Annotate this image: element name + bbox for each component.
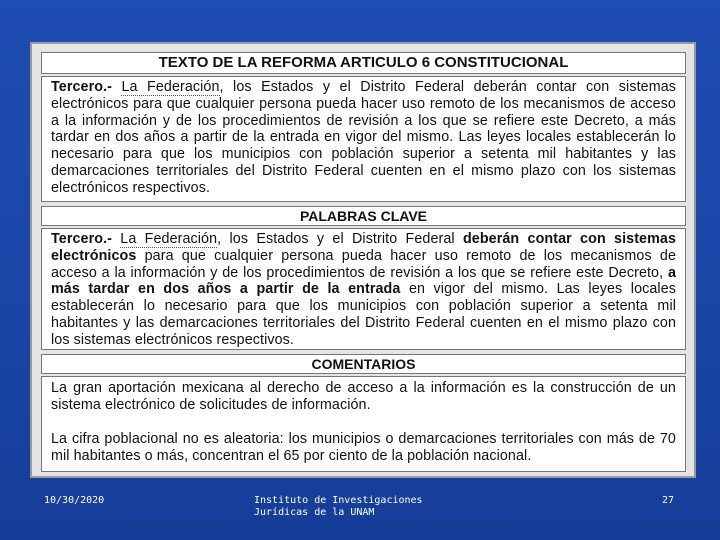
reforma-body: , los Estados y el Distrito Federal deberán contar con sistemas electrónicos para que cualquier persona pueda hacer uso remoto de los mecanismos de acceso a la información y de los procedimientos de revisión a los que se refiere este Decreto, a más tardar en dos años a partir de la entrada en vigor del mismo. Las leyes locales establecerán lo necesario para que los municipios con población superior a setenta mil habitantes y las demarcaciones territoriales del Distrito Federal cuenten en el mismo plazo con los sistemas electrónicos respectivos. bbox=[51, 79, 677, 196]
comment-paragraph: La cifra poblacional no es aleatoria: los municipios o demarcaciones territoriales con más de 70 mil habitantes o más, concentran el 65 por ciento de la población nacional. bbox=[51, 431, 676, 464]
keyword-text-part: en vigor del mismo. Las leyes locales establecerán lo necesario para que los municipios con población superior a setenta mil habitantes y las demarcaciones territoriales del Distrito Federal cuenten en el mismo plazo con los sistemas electrónicos respectivos. bbox=[51, 281, 677, 348]
reforma-text-box bbox=[41, 76, 686, 202]
section-heading-reforma: TEXTO DE LA REFORMA ARTICULO 6 CONSTITUCIONAL bbox=[41, 52, 686, 74]
content-frame bbox=[30, 42, 696, 478]
comentarios-text-box bbox=[41, 376, 686, 472]
federacion-term: La Federación bbox=[120, 231, 218, 247]
lead-label: Tercero.- bbox=[51, 231, 113, 247]
slide-number: 27 bbox=[662, 495, 675, 506]
federacion-term: La Federación bbox=[121, 79, 220, 95]
footer-institution: Instituto de Investigaciones Jurídicas de la UNAM bbox=[254, 495, 423, 518]
palabras-clave-text-box bbox=[41, 228, 686, 350]
comment-paragraph: La gran aportación mexicana al derecho de acceso a la información es la construcción de un sistema electrónico de solicitudes de información. bbox=[51, 380, 676, 413]
keyword-highlight: a más tardar en dos años a partir de la entrada bbox=[51, 264, 676, 298]
keyword-text-part: , los Estados y el Distrito Federal bbox=[217, 231, 463, 247]
lead-label: Tercero.- bbox=[51, 79, 113, 95]
keyword-highlight: deberán contar con sistemas electrónicos bbox=[51, 231, 677, 264]
keyword-text-part: para que cualquier persona pueda hacer uso remoto de los mecanismos de acceso a la información y de los procedimientos de revisión a los que se refiere este Decreto, bbox=[51, 247, 676, 281]
section-heading-comentarios: COMENTARIOS bbox=[41, 354, 686, 374]
footer-date: 10/30/2020 bbox=[44, 495, 105, 506]
section-heading-palabras-clave: PALABRAS CLAVE bbox=[41, 206, 686, 226]
